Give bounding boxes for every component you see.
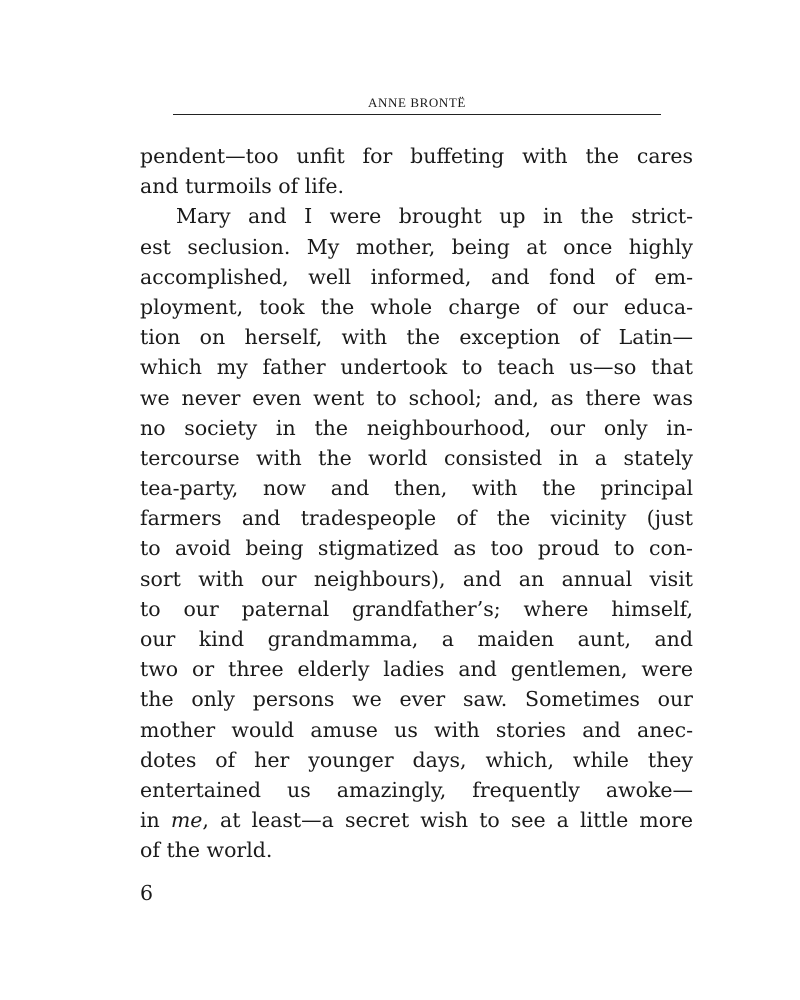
text-line: tion on herself, with the exception of Latin— xyxy=(140,325,693,350)
running-head: ANNE BRONTË xyxy=(368,95,466,110)
text-line: to our paternal grandfather’s; where himself, xyxy=(140,596,693,621)
header-rule xyxy=(173,114,661,115)
text-line: to avoid being stigmatized as too proud to con- xyxy=(140,536,693,561)
text-line: pendent—too unfit for buffeting with the cares xyxy=(140,144,693,168)
text-line: ployment, took the whole charge of our educa- xyxy=(140,294,693,319)
line-text-before: in xyxy=(140,808,171,833)
text-line: entertained us amazingly, frequently awoke— xyxy=(140,777,693,802)
text-line: accomplished, well informed, and fond of em- xyxy=(140,264,693,289)
text-line: tea-party, now and then, with the principal xyxy=(140,476,693,501)
text-line: of the world. xyxy=(140,838,273,863)
text-line: no society in the neighbourhood, our only in- xyxy=(140,415,693,440)
paragraph-start-line: Mary and I were brought up in the strict- xyxy=(176,204,693,229)
emphasized-word: me xyxy=(170,808,203,833)
text-line: which my father undertook to teach us—so that xyxy=(140,355,693,380)
text-line: est seclusion. My mother, being at once highly xyxy=(140,234,693,259)
text-line: two or three elderly ladies and gentlemen, were xyxy=(140,657,693,682)
text-line: mother would amuse us with stories and anec- xyxy=(140,717,693,742)
text-line-with-emphasis xyxy=(140,805,693,835)
body-text xyxy=(140,141,693,866)
page-number: 6 xyxy=(140,881,154,905)
text-line: tercourse with the world consisted in a stately xyxy=(140,445,693,470)
line-text-after: , at least—a secret wish to see a little more xyxy=(202,808,694,833)
text-line: our kind grandmamma, a maiden aunt, and xyxy=(140,627,693,651)
text-line: farmers and tradespeople of the vicinity (just xyxy=(140,506,693,531)
text-line: we never even went to school; and, as there was xyxy=(140,385,693,410)
text-line: and turmoils of life. xyxy=(140,174,345,199)
text-line: sort with our neighbours), and an annual visit xyxy=(140,566,693,591)
text-line: dotes of her younger days, which, while they xyxy=(140,747,693,772)
text-line: the only persons we ever saw. Sometimes our xyxy=(140,687,693,712)
